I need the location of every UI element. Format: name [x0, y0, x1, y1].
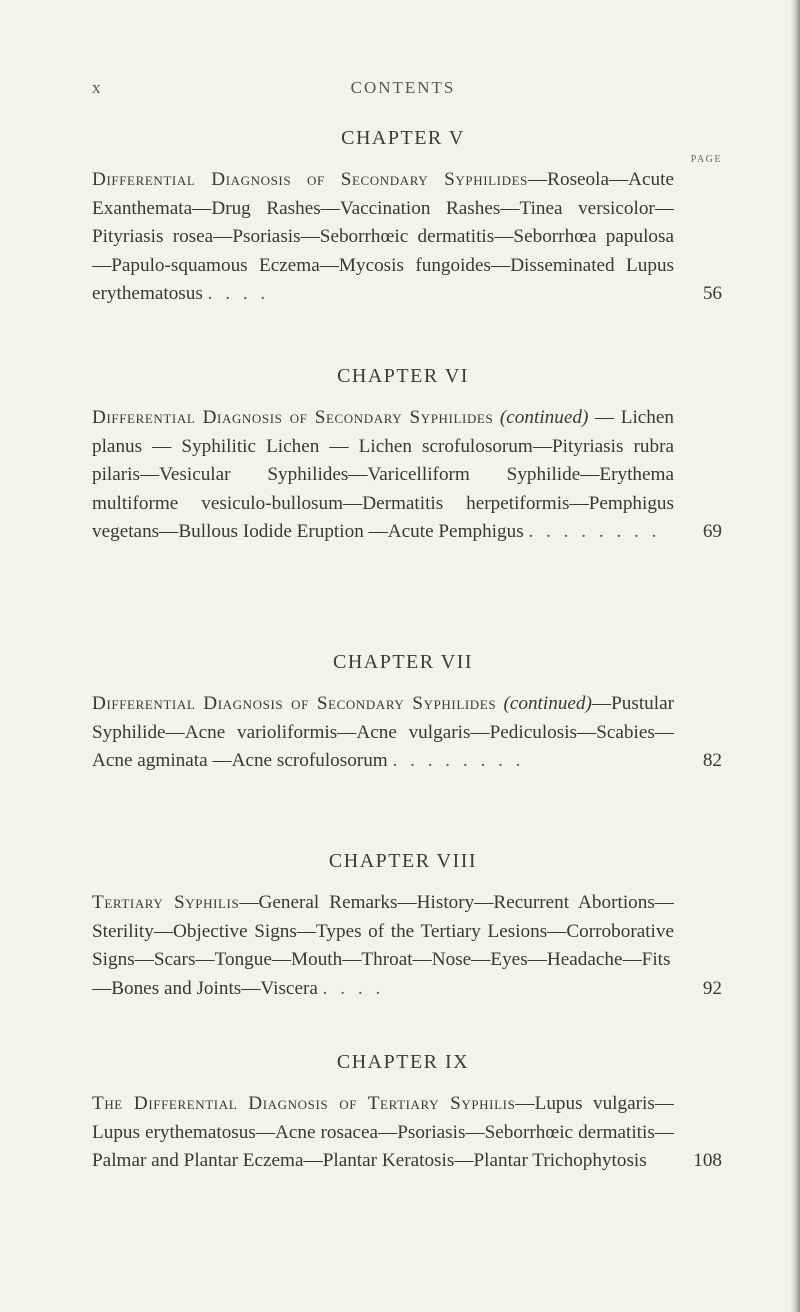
chapter-section: [92, 126, 722, 309]
entry-title: Tertiary Syphilis: [92, 892, 240, 913]
chapter-heading: CHAPTER VI: [337, 365, 469, 387]
contents-entry: [92, 889, 722, 1003]
continued-label: (continued): [503, 693, 592, 714]
dot-leaders: . . . .: [207, 283, 270, 304]
entry-body: —General Remarks—History—Recurrent Abortions—Sterility—Objective Signs—Types of the Tertiary Lesions—Corroborative Signs—Scars—Tongue—Mouth—Throat—Nose—Eyes—Headache—Fits—Bones and Joints—Viscera: [92, 892, 674, 999]
running-title: CONTENTS: [350, 78, 456, 97]
entry-page-number: 108: [693, 1150, 722, 1171]
entry-body: — Lichen planus — Syphilitic Lichen — Lichen scrofulosorum—Pityriasis rubra pilaris—Vesicular Syphilides—Varicelliform Syphilide—Erythema multiforme vesiculo-bullosum—Dermatitis herpetiformis—Pemphigus vegetans—Bullous Iodide Eruption —Acute Pemphigus: [92, 407, 674, 542]
page-header: [92, 78, 714, 108]
chapter-heading: CHAPTER V: [341, 127, 465, 149]
chapter-heading: CHAPTER VIII: [328, 850, 478, 872]
contents-entry: [92, 404, 722, 547]
chapter-section: [92, 849, 722, 1003]
continued-label: (continued): [499, 407, 589, 428]
entry-title: Differential Diagnosis of Secondary Syphilides: [92, 407, 494, 428]
page-edge-shadow: [790, 0, 800, 1312]
entry-page-number: 92: [702, 977, 722, 999]
entry-body: —Lupus vulgaris—Lupus erythematosus—Acne rosacea—Psoriasis—Seborrhœic dermatitis—Palmar and Plantar Eczema—Plantar Keratosis—Plantar Trichophytosis: [92, 1093, 674, 1171]
chapter-section: [92, 1050, 722, 1176]
contents-entry: [92, 166, 722, 309]
entry-body: —Roseola—Acute Exanthemata—Drug Rashes—Vaccination Rashes—Tinea versicolor—Pityriasis rosea—Psoriasis—Seborrhœic dermatitis—Seborrhœa papulosa—Papulo-squamous Eczema—Mycosis fungoides—Disseminated Lupus erythematosus: [92, 169, 674, 304]
dot-leaders: . . . . . . . .: [528, 521, 661, 542]
contents-entry: [92, 690, 722, 776]
entry-page-number: 82: [702, 750, 722, 771]
dot-leaders: . . . . . . . .: [392, 750, 525, 771]
entry-title: The Differential Diagnosis of Tertiary Syphilis: [92, 1093, 516, 1114]
chapter-section: [92, 650, 722, 776]
page-column-label: PAGE: [690, 154, 722, 165]
entry-page-number: 69: [702, 521, 722, 542]
entry-body: —Pustular Syphilide—Acne varioliformis—Acne vulgaris—Pediculosis—Scabies—Acne agminata —Acne scrofulosorum: [92, 693, 675, 771]
chapter-section: [92, 364, 722, 547]
page-number: x: [92, 78, 103, 97]
dot-leaders: . . . .: [322, 977, 385, 999]
chapter-heading: CHAPTER IX: [336, 1051, 470, 1073]
entry-title: Differential Diagnosis of Secondary Syphilides: [92, 693, 497, 714]
entry-page-number: 56: [702, 283, 722, 304]
chapter-heading: CHAPTER VII: [332, 651, 474, 673]
contents-entry: [92, 1090, 722, 1176]
entry-title: Differential Diagnosis of Secondary Syphilides: [92, 169, 528, 190]
